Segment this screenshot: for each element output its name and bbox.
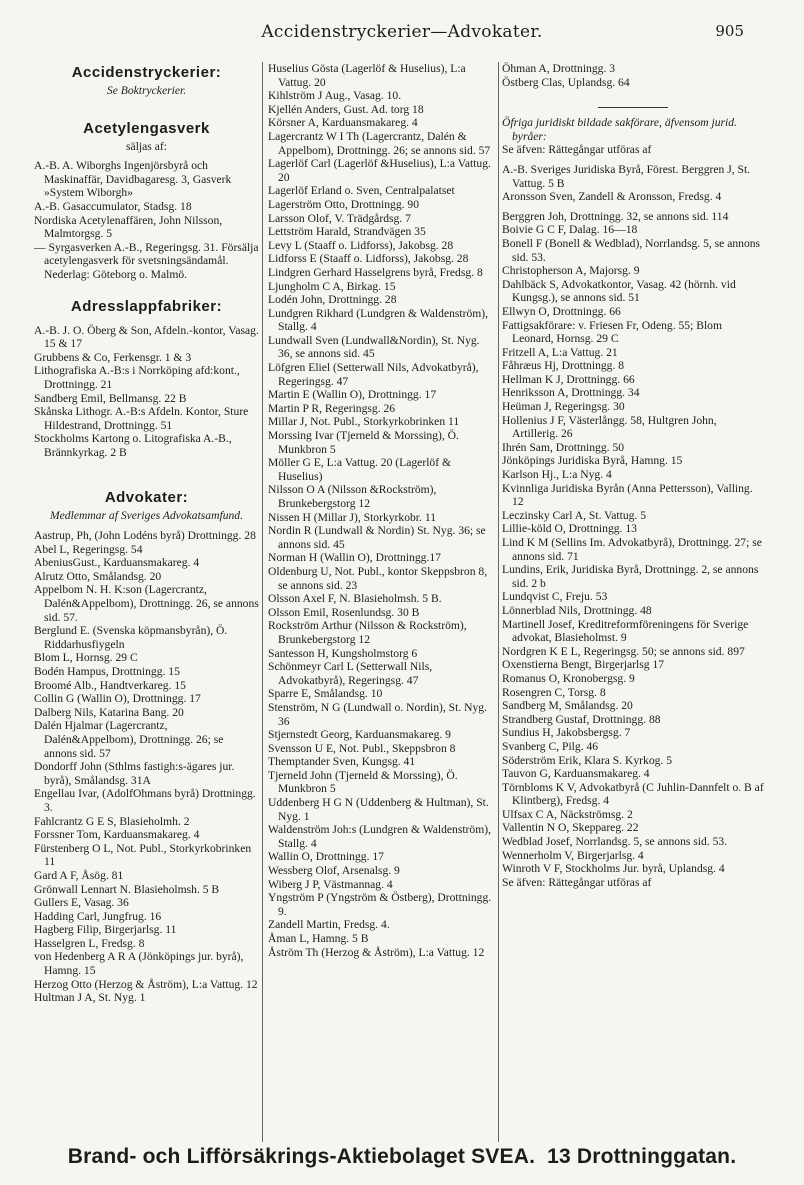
directory-entry: Fattigsakförare: v. Friesen Fr, Odeng. 55; Blom Leonard, Hornsg. 29 C	[502, 318, 722, 346]
directory-entry: — Syrgasverken A.-B., Regeringsg. 31. Försälja acetylengasverk för svetsningsändamål. Nederlag: Göteborg o. Malmö.	[34, 240, 259, 281]
directory-entry: Bonell F (Bonell & Wedblad), Norrlandsg. 5, se annons sid. 53.	[502, 236, 761, 264]
directory-entry: Lidforss E (Staaff o. Lidforss), Jakobsg. 28	[268, 252, 469, 266]
directory-entry: Hasselgren L, Fredsg. 8	[34, 936, 145, 950]
directory-entry: Wedblad Josef, Norrlandsg. 5, se annons sid. 53.	[502, 835, 728, 849]
directory-entry: Öhman A, Drottningg. 3	[502, 62, 616, 75]
section-rule	[598, 107, 668, 108]
directory-entry: Hagberg Filip, Birgerjarlsg. 11	[34, 923, 177, 937]
directory-entry: Heüman J, Regeringsg. 30	[502, 400, 625, 414]
directory-entry: Se äfven: Rättegångar utföras af	[502, 143, 652, 157]
directory-entry: Sandberg Emil, Bellmansg. 22 B	[34, 391, 187, 405]
directory-entry: Appelbom N. H. K:son (Lagercrantz, Dalén&Appelbom), Drottningg. 26, se annons sid. 57.	[34, 583, 259, 624]
directory-entry: Stockholms Kartong o. Litografiska A.-B., Brännkyrkag. 2 B	[34, 432, 232, 459]
section-heading: Acetylengasverk	[83, 119, 210, 137]
directory-entry: Millar J, Not. Publ., Storkyrkobrinken 11	[268, 415, 460, 429]
directory-entry: Sandberg M, Smålandsg. 20	[502, 699, 633, 713]
directory-entry: Stjernstedt Georg, Karduansmakareg. 9	[268, 728, 451, 742]
directory-entry: Yngström P (Yngström & Östberg), Drottningg. 9.	[268, 891, 492, 918]
directory-entry: Nilsson O A (Nilsson &Rockström), Brunkebergstorg 12	[268, 483, 437, 510]
section-heading: Accidenstryckerier:	[71, 64, 222, 81]
directory-entry: Lindgren Gerhard Hasselgrens byrå, Fredsg. 8	[268, 265, 483, 279]
directory-entry: Rockström Arthur (Nilsson & Rockström), Brunkebergstorg 12	[268, 619, 467, 646]
directory-entry: Dahlbäck S, Advokatkontor, Vasag. 42 (hörnh. vid Kungsg.), se annons sid. 51	[502, 277, 736, 305]
directory-entry: Martin E (Wallin O), Drottningg. 17	[268, 388, 437, 402]
directory-entry: Söderström Erik, Klara S. Kyrkog. 5	[502, 753, 673, 767]
directory-entry: Svensson U E, Not. Publ., Skeppsbron 8	[268, 741, 456, 755]
section-note: Öfriga juridiskt bildade sakförare, äfvensom jurid. byråer:	[502, 116, 737, 143]
section-heading: Adresslappfabriker:	[70, 297, 223, 315]
directory-entry: Jönköpings Juridiska Byrå, Hamng. 15	[502, 454, 683, 468]
directory-entry: Nordin R (Lundwall & Nordin) St. Nyg. 36; se annons sid. 45	[268, 524, 486, 551]
directory-entry: Larsson Olof, V. Trädgårdsg. 7	[268, 211, 411, 225]
directory-entry: Tjerneld John (Tjerneld & Morssing), Ö. Munkbron 5	[268, 768, 458, 796]
directory-entry: Forssner Tom, Karduansmakareg. 4	[34, 828, 200, 842]
directory-entry: Hultman J A, St. Nyg. 1	[34, 991, 146, 1005]
directory-entry: Hollenius J F, Västerlångg. 58, Hultgren John, Artillerig. 26	[502, 413, 717, 441]
directory-entry: A.-B. J. O. Öberg & Son, Afdeln.-kontor, Vasag. 15 & 17	[34, 323, 259, 351]
directory-entry: Skånska Lithogr. A.-B:s Afdeln. Kontor, Sture Hildestrand, Drottningg. 51	[34, 405, 249, 432]
directory-entry: Lönnerblad Nils, Drottningg. 48	[502, 603, 652, 617]
directory-entry: Berggren Joh, Drottningg. 32, se annons sid. 114	[502, 209, 729, 223]
directory-entry: Tauvon G, Karduansmakareg. 4	[502, 767, 650, 781]
directory-entry: Schönmeyr Carl L (Setterwall Nils, Advokatbyrå), Regeringsg. 47	[268, 660, 433, 687]
directory-entry: Kjellén Anders, Gust. Ad. torg 18	[268, 102, 424, 116]
directory-entry: Lagercrantz W I Th (Lagercrantz, Dalén & Appelbom), Drottningg. 26; se annons sid. 57	[268, 129, 491, 157]
directory-entry: Hadding Carl, Jungfrug. 16	[34, 909, 162, 923]
directory-entry: Kihlström J Aug., Vasag. 10.	[268, 89, 402, 103]
directory-entry: Körsner A, Karduansmakareg. 4	[268, 116, 418, 130]
section-subheading: Se Boktryckerier.	[106, 84, 187, 97]
directory-entry: Svanberg C, Pilg. 46	[502, 739, 599, 753]
section-subheading: säljas af:	[126, 139, 167, 153]
column-divider	[498, 62, 499, 1142]
directory-entry: Lind K M (Sellins Im. Advokatbyrå), Drottningg. 27; se annons sid. 71	[502, 536, 762, 563]
directory-entry: Aastrup, Ph, (John Lodéns byrå) Drottningg. 28	[34, 529, 256, 543]
directory-entry: Gullers E, Vasag. 36	[34, 896, 129, 910]
directory-entry: Lagerström Otto, Drottningg. 90	[268, 197, 420, 211]
directory-entry: Sparre E, Smålandsg. 10	[268, 687, 383, 701]
directory-entry: Olsson Axel F, N. Blasieholmsh. 5 B.	[268, 592, 442, 606]
directory-entry: Grönwall Lennart N. Blasieholmsh. 5 B	[34, 882, 220, 896]
spacer	[34, 282, 259, 296]
directory-entry: Lundwall Sven (Lundwall&Nordin), St. Nyg. 36, se annons sid. 45	[268, 333, 480, 361]
directory-entry: A.-B. Gasaccumulator, Stadsg. 18	[34, 199, 192, 213]
column-3	[502, 62, 764, 889]
directory-entry: Se äfven: Rättegångar utföras af	[502, 875, 652, 889]
spacer	[502, 89, 764, 103]
spacer	[34, 459, 259, 473]
footer-advertisement	[0, 1145, 804, 1169]
directory-entry: Wiberg J P, Västmannag. 4	[268, 877, 393, 891]
directory-entry: Lundins, Erik, Juridiska Byrå, Drottningg. 2, se annons sid. 2 b	[502, 563, 759, 590]
directory-entry: Martinell Josef, Kreditreformföreningens för Sverige advokat, Blasieholmst. 9	[502, 617, 749, 645]
directory-entry: Wallin O, Drottningg. 17	[268, 850, 384, 864]
directory-entry: Blom L, Hornsg. 29 C	[34, 651, 138, 665]
directory-entry: Hellman K J, Drottningg. 66	[502, 372, 635, 386]
directory-entry: Dondorff John (Sthlms fastigh:s-ägares jur. byrå), Smålandsg. 31A	[34, 760, 235, 787]
directory-entry: Lagerlöf Erland o. Sven, Centralpalatset	[268, 184, 455, 198]
directory-entry: Engellau Ivar, (AdolfOhmans byrå) Drottningg. 3.	[34, 787, 256, 814]
directory-entry: Zandell Martin, Fredsg. 4.	[268, 918, 390, 932]
directory-entry: Grubbens & Co, Ferkensgr. 1 & 3	[34, 350, 192, 364]
column-1	[34, 62, 259, 1005]
directory-entry: Bodén Hampus, Drottningg. 15	[34, 665, 180, 678]
directory-entry: Oldenburg U, Not. Publ., kontor Skeppsbron 8, se annons sid. 23	[268, 564, 488, 592]
page-number: 905	[715, 22, 744, 40]
directory-entry: Lillie-köld O, Drottningg. 13	[502, 522, 637, 536]
directory-entry: Lodén John, Drottningg. 28	[268, 293, 397, 307]
directory-entry: Strandberg Gustaf, Drottningg. 88	[502, 712, 661, 726]
directory-entry: Aronsson Sven, Zandell & Aronsson, Fredsg. 4	[502, 190, 722, 204]
directory-entry: Huselius Gösta (Lagerlöf & Huselius), L:a Vattug. 20	[268, 62, 466, 89]
directory-entry: Levy L (Staaff o. Lidforss), Jakobsg. 28	[268, 238, 454, 252]
directory-entry: Winroth V F, Stockholms Jur. byrå, Uplandsg. 4	[502, 862, 725, 876]
directory-entry: Collin G (Wallin O), Drottningg. 17	[34, 692, 201, 706]
directory-entry: Nordgren K E L, Regeringsg. 50; se annons sid. 897	[502, 644, 745, 658]
directory-entry: Ljungholm C A, Birkag. 15	[268, 279, 396, 293]
directory-entry: Leczinsky Carl A, St. Vattug. 5	[502, 508, 647, 522]
directory-entry: Fritzell A, L:a Vattug. 21	[502, 345, 618, 359]
running-head: Accidenstryckerier—Advokater.	[261, 22, 543, 42]
directory-entry: Fåhræus Hj, Drottningg. 8	[502, 359, 625, 373]
spacer	[34, 104, 259, 118]
directory-entry: Morssing Ivar (Tjerneld & Morssing), Ö. Munkbron 5	[268, 429, 459, 456]
directory-entry: Ellwyn O, Drottningg. 66	[502, 304, 621, 318]
directory-entry: Fahlcrantz G E S, Blasieholmh. 2	[34, 814, 190, 828]
directory-entry: A.-B. Sveriges Juridiska Byrå, Förest. Berggren J, St. Vattug. 5 B	[502, 162, 751, 190]
directory-entry: Dalén Hjalmar (Lagercrantz, Dalén&Appelbom), Drottningg. 26; se annons sid. 57	[34, 719, 224, 760]
spacer	[34, 473, 259, 487]
directory-entry: Norman H (Wallin O), Drottningg.17	[268, 551, 441, 565]
directory-entry: Ulfsax C A, Näckströmsg. 2	[502, 807, 633, 821]
directory-entry: Lundgren Rikhard (Lundgren & Waldenström), Stallg. 4	[268, 306, 489, 334]
directory-entry: Möller G E, L:a Vattug. 20 (Lagerlöf & Huselius)	[268, 456, 451, 483]
directory-entry: Lithografiska A.-B:s i Norrköping afd:kont., Drottningg. 21	[34, 364, 240, 391]
directory-entry: Lettström Harald, Strandvägen 35	[268, 225, 426, 239]
directory-entry: Dalberg Nils, Katarina Bang. 20	[34, 705, 184, 719]
directory-entry: Fürstenberg O L, Not. Publ., Storkyrkobrinken 11	[34, 841, 252, 869]
directory-entry: Lundqvist C, Freju. 53	[502, 590, 608, 604]
section-heading: Advokater:	[104, 489, 189, 507]
column-divider	[262, 62, 263, 1142]
directory-entry: Henriksson A, Drottningg. 34	[502, 386, 640, 400]
footer-company: Brand- och Lifförsäkrings-Aktiebolaget SVEA.	[67, 1145, 536, 1168]
directory-entry: Oxenstierna Bengt, Birgerjarlsg 17	[502, 658, 665, 672]
directory-entry: Törnbloms K V, Advokatbyrå (C Juhlin-Dannfelt o. B af Klintberg), Fredsg. 4	[502, 780, 764, 808]
directory-entry: Sundius H, Jakobsbergsg. 7	[502, 726, 631, 740]
directory-entry: Boivie G C F, Dalag. 16—18	[502, 223, 638, 237]
directory-entry: Nissen H (Millar J), Storkyrkobr. 11	[268, 510, 436, 524]
directory-entry: Kvinnliga Juridiska Byrån (Anna Pettersson), Valling. 12	[502, 481, 753, 509]
directory-entry: Uddenberg H G N (Uddenberg & Hultman), St. Nyg. 1	[268, 796, 489, 823]
directory-entry: Wessberg Olof, Arsenalsg. 9	[268, 864, 400, 878]
directory-entry: Abel L, Regeringsg. 54	[34, 542, 143, 556]
directory-entry: Vallentin N O, Skeppareg. 22	[502, 821, 639, 835]
directory-entry: Åström Th (Herzog & Åström), L:a Vattug. 12	[268, 945, 485, 959]
directory-entry: A.-B. A. Wiborghs Ingenjörsbyrå och Maskinaffär, Davidbagaresg. 3, Gasverk »System Wiborgh»	[34, 159, 232, 200]
directory-entry: Lagerlöf Carl (Lagerlöf &Huselius), L:a Vattug. 20	[268, 157, 491, 184]
directory-entry: von Hedenberg A R A (Jönköpings jur. byrå), Hamng. 15	[34, 950, 244, 978]
directory-entry: Olsson Emil, Rosenlundsg. 30 B	[268, 605, 420, 619]
directory-entry: Karlson Hj., L:a Nyg. 4	[502, 468, 612, 482]
footer-address: 13 Drottninggatan.	[547, 1145, 737, 1168]
directory-entry: Löfgren Eliel (Setterwall Nils, Advokatbyrå), Regeringsg. 47	[268, 361, 479, 388]
directory-entry: Åman L, Hamng. 5 B	[268, 932, 369, 945]
directory-entry: Östberg Clas, Uplandsg. 64	[502, 75, 630, 89]
directory-entry: AbeniusGust., Karduansmakareg. 4	[34, 556, 200, 570]
directory-entry: Herzog Otto (Herzog & Åström), L:a Vattug. 12	[34, 977, 258, 991]
directory-entry: Wennerholm V, Birgerjarlsg. 4	[502, 848, 644, 862]
directory-entry: Berglund E. (Svenska köpmansbyrån), Ö. Riddarhusfiygeln	[34, 624, 228, 651]
directory-entry: Martin P R, Regeringsg. 26	[268, 401, 396, 415]
directory-entry: Romanus O, Kronobergsg. 9	[502, 671, 635, 685]
directory-entry: Nordiska Acetylenaffären, John Nilsson, Malmtorgsg. 5	[34, 213, 223, 241]
directory-entry: Waldenström Joh:s (Lundgren & Waldenström), Stallg. 4	[268, 823, 491, 850]
section-subheading: Medlemmar af Sveriges Advokatsamfund.	[50, 509, 243, 523]
directory-entry: Broomé Alb., Handtverkareg. 15	[34, 678, 186, 692]
directory-entry: Themptander Sven, Kungsg. 41	[268, 755, 416, 769]
column-2	[268, 62, 496, 959]
directory-entry: Gard A F, Åsög. 81	[34, 868, 124, 882]
directory-entry: Rosengren C, Torsg. 8	[502, 685, 606, 699]
directory-entry: Christopherson A, Majorsg. 9	[502, 264, 640, 278]
directory-entry: Alrutz Otto, Smålandsg. 20	[34, 569, 162, 583]
directory-entry: Ihrén Sam, Drottningg. 50	[502, 440, 625, 454]
directory-entry: Stenström, N G (Lundwall o. Nordin), St. Nyg. 36	[268, 700, 487, 728]
directory-entry: Santesson H, Kungsholmstorg 6	[268, 646, 418, 660]
